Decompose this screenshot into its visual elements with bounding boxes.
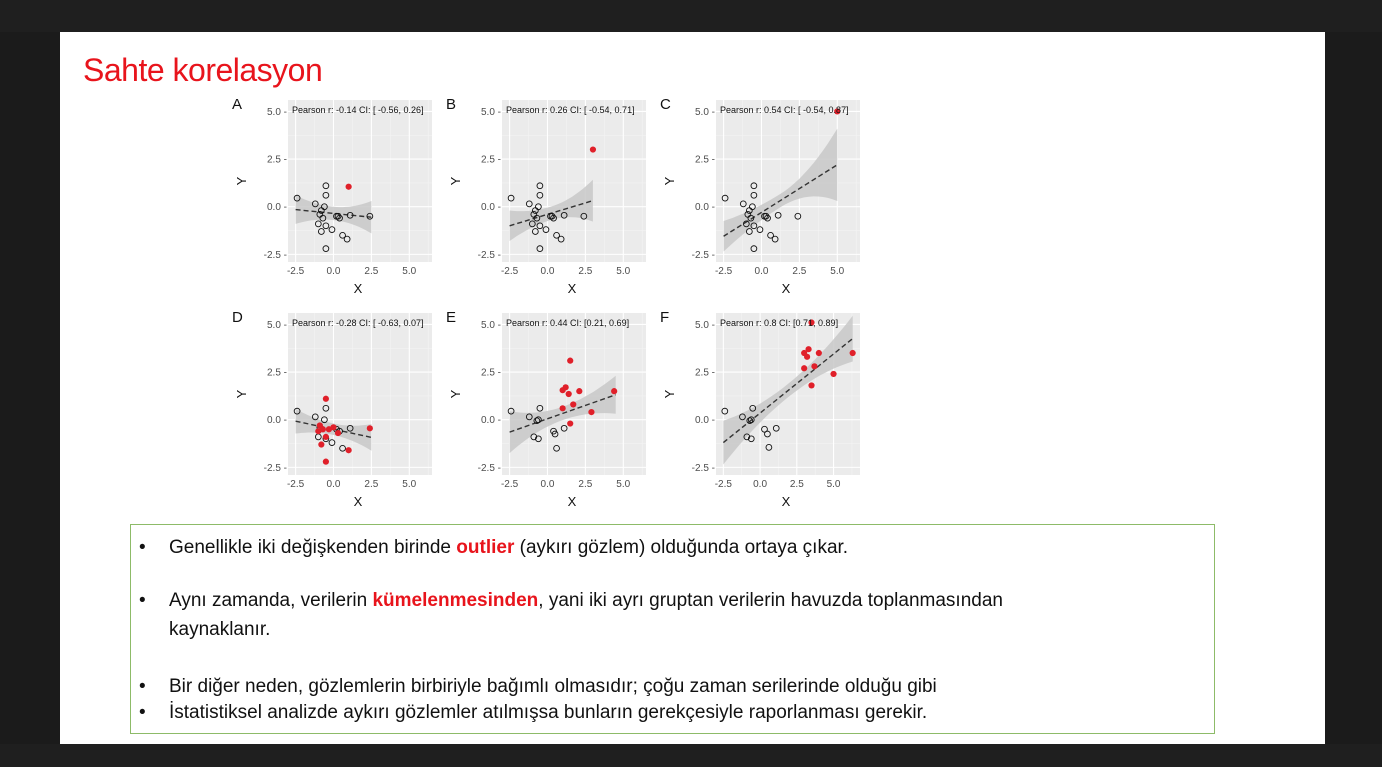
data-point-red [830, 371, 836, 377]
data-point-red [323, 459, 329, 465]
x-axis-label: X [567, 281, 577, 296]
y-tick-label: 2.5 - [694, 154, 715, 166]
y-tick-label: 5.0 - [480, 319, 501, 331]
panel-letter: A [232, 96, 243, 113]
data-point-red [576, 388, 582, 394]
y-axis-label: Y [662, 389, 677, 399]
data-point-red [323, 396, 329, 402]
bullet-symbol: • [139, 676, 146, 697]
y-tick-label: 5.0 - [480, 106, 501, 118]
y-tick-label: -2.5 - [263, 462, 287, 474]
data-point-red [560, 405, 566, 411]
x-tick-label: -2.5 [286, 266, 305, 277]
x-tick-label: 0.0 [753, 479, 768, 490]
x-tick-label: 2.5 [792, 266, 807, 277]
y-tick-label: 0.0 - [480, 202, 501, 214]
x-tick-label: -2.5 [286, 479, 305, 490]
bullet-item [139, 698, 1199, 727]
y-tick-label: -2.5 - [691, 249, 715, 261]
plot-background [502, 100, 646, 262]
data-point-red [346, 184, 352, 190]
data-point-red [611, 388, 617, 394]
y-tick-label: 2.5 - [266, 367, 287, 379]
data-point-red [330, 424, 336, 430]
y-tick-label: 0.0 - [694, 202, 715, 214]
panel-letter: E [446, 309, 457, 326]
y-axis-label: Y [234, 176, 249, 186]
y-axis-label: Y [662, 176, 677, 186]
x-tick-label: 0.0 [754, 266, 769, 277]
data-point-red [588, 409, 594, 415]
panel-a-plot [230, 96, 440, 306]
plot-background [288, 100, 432, 262]
plot-background [288, 313, 432, 475]
plot-title: Pearson r: 0.44 CI: [0.21, 0.69] [506, 318, 630, 328]
data-point-red [566, 391, 572, 397]
x-tick-label: -2.5 [500, 479, 519, 490]
y-tick-label: 2.5 - [480, 154, 501, 166]
y-tick-label: 5.0 - [694, 319, 715, 331]
x-tick-label: 0.0 [540, 479, 555, 490]
plot-background [502, 313, 646, 475]
y-tick-label: -2.5 - [691, 462, 715, 474]
plot-title: Pearson r: -0.28 CI: [ -0.63, 0.07] [292, 318, 424, 328]
x-tick-label: 2.5 [364, 266, 379, 277]
panel-letter: C [660, 96, 671, 113]
data-point-red [570, 401, 576, 407]
y-tick-label: 0.0 - [480, 415, 501, 427]
panel-letter: D [232, 309, 243, 326]
data-point-red [567, 358, 573, 364]
x-tick-label: -2.5 [714, 266, 733, 277]
data-point-red [801, 365, 807, 371]
x-axis-label: X [781, 494, 791, 509]
bullet-text: Aynı zamanda, verilerin [169, 590, 373, 611]
y-tick-label: 5.0 - [266, 106, 287, 118]
bullet-text: Bir diğer neden, gözlemlerin birbiriyle bağımlı olmasıdır; çoğu zaman serilerinde olduğu gibi [169, 676, 937, 697]
x-tick-label: 5.0 [402, 479, 417, 490]
bullet-symbol: • [139, 702, 146, 723]
panel-b-plot [444, 96, 654, 306]
bullet-highlight: outlier [456, 537, 515, 558]
bottom-bar [0, 744, 1382, 767]
x-tick-label: 2.5 [789, 479, 804, 490]
x-tick-label: 2.5 [364, 479, 379, 490]
x-tick-label: 0.0 [540, 266, 555, 277]
y-tick-label: 2.5 - [480, 367, 501, 379]
data-point-red [315, 428, 321, 434]
plot-title: Pearson r: 0.54 CI: [ -0.54, 0.87] [720, 105, 849, 115]
bullet-text: kaynaklanır. [169, 619, 271, 640]
bullet-text: (aykırı gözlem) olduğunda ortaya çıkar. [514, 537, 849, 558]
panel-letter: B [446, 96, 457, 113]
bullet-text: Genellikle iki değişkenden birinde [169, 537, 457, 558]
x-axis-label: X [353, 494, 363, 509]
bullet-highlight: kümelenmesinden [372, 590, 539, 611]
x-axis-label: X [781, 281, 791, 296]
y-tick-label: -2.5 - [477, 462, 501, 474]
x-tick-label: 0.0 [326, 479, 341, 490]
data-point-red [808, 382, 814, 388]
y-tick-label: -2.5 - [477, 249, 501, 261]
y-tick-label: 0.0 - [266, 202, 287, 214]
data-point-red [318, 441, 324, 447]
data-point-red [590, 146, 596, 152]
y-axis-label: Y [234, 389, 249, 399]
y-tick-label: 5.0 - [694, 106, 715, 118]
y-tick-label: 2.5 - [266, 154, 287, 166]
data-point-red [816, 350, 822, 356]
data-point-red [367, 425, 373, 431]
panel-d-plot [230, 309, 440, 519]
data-point-red [805, 346, 811, 352]
data-point-red [560, 387, 566, 393]
data-point-red [346, 447, 352, 453]
panel-e-plot [444, 309, 654, 519]
x-tick-label: 5.0 [616, 479, 631, 490]
x-tick-label: -2.5 [500, 266, 519, 277]
y-tick-label: 0.0 - [694, 415, 715, 427]
slide-title: Sahte korelasyon [83, 52, 323, 88]
panel-letter: F [660, 309, 670, 326]
data-point-red [811, 363, 817, 369]
x-tick-label: 5.0 [616, 266, 631, 277]
y-axis-label: Y [448, 176, 463, 186]
x-tick-label: -2.5 [714, 479, 732, 490]
plot-title: Pearson r: -0.14 CI: [ -0.56, 0.26] [292, 105, 424, 115]
bullet-text: İstatistiksel analizde aykırı gözlemler atılmışsa bunların gerekçesiyle raporlanması gerekir. [169, 702, 928, 723]
x-axis-label: X [567, 494, 577, 509]
panel-c-plot [658, 96, 868, 306]
plot-title: Pearson r: 0.26 CI: [ -0.54, 0.71] [506, 105, 635, 115]
x-tick-label: 0.0 [326, 266, 341, 277]
y-tick-label: 0.0 - [266, 415, 287, 427]
bullet-item [139, 586, 1199, 644]
y-tick-label: 2.5 - [694, 367, 715, 379]
x-tick-label: 2.5 [578, 479, 593, 490]
panel-f-plot [658, 309, 868, 519]
data-point-red [567, 420, 573, 426]
x-tick-label: 5.0 [826, 479, 841, 490]
bullet-item [139, 672, 1199, 701]
data-point-red [804, 354, 810, 360]
x-axis-label: X [353, 281, 363, 296]
bullet-text: , yani iki ayrı gruptan verilerin havuzda toplanmasından [538, 590, 1003, 611]
y-tick-label: -2.5 - [263, 249, 287, 261]
bullet-symbol: • [139, 590, 146, 611]
plot-title: Pearson r: 0.8 CI: [0.71, 0.89] [720, 318, 839, 328]
x-tick-label: 5.0 [402, 266, 417, 277]
slide [60, 32, 1325, 744]
x-tick-label: 2.5 [578, 266, 593, 277]
data-point-red [323, 434, 329, 440]
bullet-item [139, 533, 1199, 562]
notes-textbox [130, 524, 1215, 734]
x-tick-label: 5.0 [830, 266, 845, 277]
top-bar [0, 0, 1382, 32]
data-point-red [335, 430, 341, 436]
y-axis-label: Y [448, 389, 463, 399]
data-point-red [850, 350, 856, 356]
bullet-symbol: • [139, 537, 146, 558]
y-tick-label: 5.0 - [266, 319, 287, 331]
